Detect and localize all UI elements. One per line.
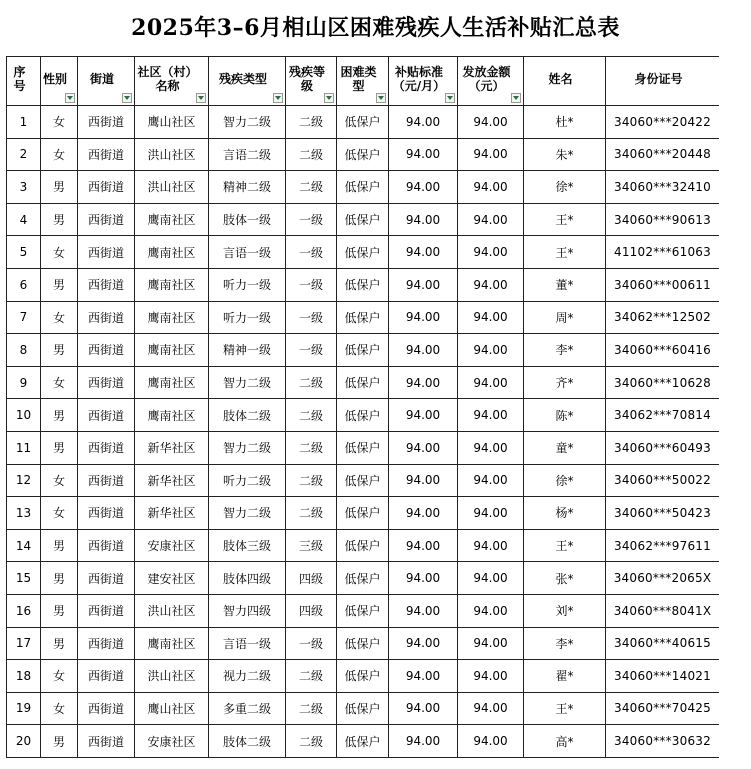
hardship-type-cell[interactable]: 低保户 <box>337 594 389 627</box>
column-header-label: 困难类型 <box>340 65 377 93</box>
gender-cell[interactable]: 男 <box>41 431 78 464</box>
id-number-cell[interactable]: 34062***70814 <box>606 399 720 432</box>
disability-level-cell[interactable]: 四级 <box>286 562 337 595</box>
disability-level-cell[interactable]: 二级 <box>286 692 337 725</box>
seq-cell[interactable]: 17 <box>7 627 41 660</box>
payout-amount-cell[interactable]: 94.00 <box>458 334 524 367</box>
hardship-type-cell[interactable]: 低保户 <box>337 431 389 464</box>
hardship-type-cell[interactable]: 低保户 <box>337 725 389 758</box>
hardship-type-cell[interactable]: 低保户 <box>337 236 389 269</box>
street-cell[interactable]: 西街道 <box>78 399 135 432</box>
community-cell[interactable]: 鹰南社区 <box>135 366 209 399</box>
community-cell[interactable]: 鹰南社区 <box>135 203 209 236</box>
disability-level-cell[interactable]: 二级 <box>286 106 337 139</box>
column-header <box>458 57 524 106</box>
column-header-label: 序号 <box>13 65 26 93</box>
subsidy-standard-cell[interactable]: 94.00 <box>389 301 458 334</box>
id-number-cell[interactable]: 34060***40615 <box>606 627 720 660</box>
id-number-cell[interactable]: 34060***30632 <box>606 725 720 758</box>
sheet-blank-area <box>719 56 751 769</box>
filter-dropdown-icon[interactable] <box>122 93 132 103</box>
gender-cell[interactable]: 男 <box>41 725 78 758</box>
table-row <box>7 106 720 139</box>
street-cell[interactable]: 西街道 <box>78 529 135 562</box>
subsidy-standard-cell[interactable]: 94.00 <box>389 236 458 269</box>
table-row <box>7 334 720 367</box>
seq-cell[interactable]: 10 <box>7 399 41 432</box>
payout-amount-cell[interactable]: 94.00 <box>458 366 524 399</box>
hardship-type-cell[interactable]: 低保户 <box>337 660 389 693</box>
payout-amount-cell[interactable]: 94.00 <box>458 171 524 204</box>
disability-level-cell[interactable]: 二级 <box>286 138 337 171</box>
subsidy-standard-cell[interactable]: 94.00 <box>389 594 458 627</box>
hardship-type-cell[interactable]: 低保户 <box>337 203 389 236</box>
gender-cell[interactable]: 男 <box>41 268 78 301</box>
name-cell[interactable]: 李* <box>524 627 606 660</box>
disability-type-cell[interactable]: 智力二级 <box>209 106 286 139</box>
disability-type-cell[interactable]: 肢体三级 <box>209 529 286 562</box>
seq-cell[interactable]: 11 <box>7 431 41 464</box>
seq-cell[interactable]: 2 <box>7 138 41 171</box>
hardship-type-cell[interactable]: 低保户 <box>337 497 389 530</box>
filter-dropdown-icon[interactable] <box>196 93 206 103</box>
community-cell[interactable]: 洪山社区 <box>135 594 209 627</box>
name-cell[interactable]: 徐* <box>524 171 606 204</box>
table-row <box>7 301 720 334</box>
hardship-type-cell[interactable]: 低保户 <box>337 106 389 139</box>
subsidy-standard-cell[interactable]: 94.00 <box>389 366 458 399</box>
id-number-cell[interactable]: 34060***50022 <box>606 464 720 497</box>
payout-amount-cell[interactable]: 94.00 <box>458 138 524 171</box>
name-cell[interactable]: 王* <box>524 529 606 562</box>
hardship-type-cell[interactable]: 低保户 <box>337 334 389 367</box>
payout-amount-cell[interactable]: 94.00 <box>458 268 524 301</box>
community-cell[interactable]: 鹰南社区 <box>135 268 209 301</box>
column-header <box>41 57 78 106</box>
hardship-type-cell[interactable]: 低保户 <box>337 138 389 171</box>
street-cell[interactable]: 西街道 <box>78 138 135 171</box>
gender-cell[interactable]: 男 <box>41 203 78 236</box>
gender-cell[interactable]: 女 <box>41 301 78 334</box>
community-cell[interactable]: 建安社区 <box>135 562 209 595</box>
disability-level-cell[interactable]: 二级 <box>286 431 337 464</box>
street-cell[interactable]: 西街道 <box>78 497 135 530</box>
seq-cell[interactable]: 18 <box>7 660 41 693</box>
payout-amount-cell[interactable]: 94.00 <box>458 562 524 595</box>
disability-level-cell[interactable]: 一级 <box>286 203 337 236</box>
community-cell[interactable]: 新华社区 <box>135 497 209 530</box>
street-cell[interactable]: 西街道 <box>78 725 135 758</box>
column-header <box>524 57 606 106</box>
subsidy-standard-cell[interactable]: 94.00 <box>389 138 458 171</box>
name-cell[interactable]: 刘* <box>524 594 606 627</box>
gender-cell[interactable]: 男 <box>41 529 78 562</box>
subsidy-standard-cell[interactable]: 94.00 <box>389 106 458 139</box>
table-row <box>7 268 720 301</box>
header-row <box>7 57 720 106</box>
disability-type-cell[interactable]: 言语一级 <box>209 627 286 660</box>
street-cell[interactable]: 西街道 <box>78 236 135 269</box>
table-row <box>7 399 720 432</box>
hardship-type-cell[interactable]: 低保户 <box>337 562 389 595</box>
disability-level-cell[interactable]: 二级 <box>286 366 337 399</box>
community-cell[interactable]: 鹰南社区 <box>135 399 209 432</box>
filter-dropdown-icon[interactable] <box>376 93 386 103</box>
column-header <box>337 57 389 106</box>
disability-type-cell[interactable]: 言语二级 <box>209 138 286 171</box>
table-row <box>7 171 720 204</box>
disability-level-cell[interactable]: 一级 <box>286 236 337 269</box>
payout-amount-cell[interactable]: 94.00 <box>458 431 524 464</box>
id-number-cell[interactable]: 34060***32410 <box>606 171 720 204</box>
payout-amount-cell[interactable]: 94.00 <box>458 106 524 139</box>
gender-cell[interactable]: 男 <box>41 562 78 595</box>
id-number-cell[interactable]: 34060***8041X <box>606 594 720 627</box>
subsidy-standard-cell[interactable]: 94.00 <box>389 464 458 497</box>
id-number-cell[interactable]: 34060***14021 <box>606 660 720 693</box>
community-cell[interactable]: 鹰山社区 <box>135 692 209 725</box>
seq-cell[interactable]: 5 <box>7 236 41 269</box>
table-row <box>7 660 720 693</box>
subsidy-standard-cell[interactable]: 94.00 <box>389 268 458 301</box>
gender-cell[interactable]: 男 <box>41 594 78 627</box>
seq-cell[interactable]: 1 <box>7 106 41 139</box>
table-row <box>7 562 720 595</box>
column-header <box>135 57 209 106</box>
disability-level-cell[interactable]: 一级 <box>286 334 337 367</box>
hardship-type-cell[interactable]: 低保户 <box>337 464 389 497</box>
street-cell[interactable]: 西街道 <box>78 171 135 204</box>
seq-cell[interactable]: 7 <box>7 301 41 334</box>
name-cell[interactable]: 张* <box>524 562 606 595</box>
seq-cell[interactable]: 15 <box>7 562 41 595</box>
seq-cell[interactable]: 12 <box>7 464 41 497</box>
gender-cell[interactable]: 女 <box>41 692 78 725</box>
id-number-cell[interactable]: 34060***50423 <box>606 497 720 530</box>
gender-cell[interactable]: 女 <box>41 236 78 269</box>
gender-cell[interactable]: 女 <box>41 138 78 171</box>
street-cell[interactable]: 西街道 <box>78 366 135 399</box>
disability-type-cell[interactable]: 肢体一级 <box>209 203 286 236</box>
community-cell[interactable]: 鹰南社区 <box>135 301 209 334</box>
payout-amount-cell[interactable]: 94.00 <box>458 594 524 627</box>
disability-level-cell[interactable]: 二级 <box>286 399 337 432</box>
payout-amount-cell[interactable]: 94.00 <box>458 627 524 660</box>
name-cell[interactable]: 王* <box>524 692 606 725</box>
seq-cell[interactable]: 19 <box>7 692 41 725</box>
name-cell[interactable]: 杨* <box>524 497 606 530</box>
disability-type-cell[interactable]: 精神二级 <box>209 171 286 204</box>
disability-level-cell[interactable]: 二级 <box>286 464 337 497</box>
subsidy-standard-cell[interactable]: 94.00 <box>389 627 458 660</box>
column-header-label: 残疾等级 <box>288 65 325 93</box>
name-cell[interactable]: 王* <box>524 236 606 269</box>
hardship-type-cell[interactable]: 低保户 <box>337 366 389 399</box>
street-cell[interactable]: 西街道 <box>78 594 135 627</box>
column-header <box>389 57 458 106</box>
name-cell[interactable]: 董* <box>524 268 606 301</box>
table-row <box>7 692 720 725</box>
subsidy-standard-cell[interactable]: 94.00 <box>389 431 458 464</box>
subsidy-standard-cell[interactable]: 94.00 <box>389 399 458 432</box>
disability-level-cell[interactable]: 二级 <box>286 725 337 758</box>
gender-cell[interactable]: 男 <box>41 334 78 367</box>
disability-type-cell[interactable]: 肢体二级 <box>209 399 286 432</box>
payout-amount-cell[interactable]: 94.00 <box>458 464 524 497</box>
table-row <box>7 627 720 660</box>
column-header-label: 残疾类型 <box>218 72 267 86</box>
column-header <box>606 57 720 106</box>
column-header <box>286 57 337 106</box>
column-header-label: 补贴标准（元/月） <box>392 65 446 93</box>
payout-amount-cell[interactable]: 94.00 <box>458 725 524 758</box>
payout-amount-cell[interactable]: 94.00 <box>458 399 524 432</box>
hardship-type-cell[interactable]: 低保户 <box>337 627 389 660</box>
disability-type-cell[interactable]: 言语一级 <box>209 236 286 269</box>
subsidy-standard-cell[interactable]: 94.00 <box>389 660 458 693</box>
subsidy-standard-cell[interactable]: 94.00 <box>389 529 458 562</box>
community-cell[interactable]: 洪山社区 <box>135 660 209 693</box>
disability-level-cell[interactable]: 二级 <box>286 497 337 530</box>
payout-amount-cell[interactable]: 94.00 <box>458 203 524 236</box>
disability-type-cell[interactable]: 智力二级 <box>209 431 286 464</box>
street-cell[interactable]: 西街道 <box>78 464 135 497</box>
seq-cell[interactable]: 9 <box>7 366 41 399</box>
street-cell[interactable]: 西街道 <box>78 203 135 236</box>
disability-type-cell[interactable]: 智力二级 <box>209 497 286 530</box>
seq-cell[interactable]: 8 <box>7 334 41 367</box>
payout-amount-cell[interactable]: 94.00 <box>458 692 524 725</box>
table-row <box>7 725 720 758</box>
column-header-label: 身份证号 <box>634 72 683 86</box>
filter-dropdown-icon[interactable] <box>445 93 455 103</box>
name-cell[interactable]: 朱* <box>524 138 606 171</box>
sheet-title: 2025年3–6月相山区困难残疾人生活补贴汇总表 <box>131 15 620 41</box>
community-cell[interactable]: 鹰南社区 <box>135 627 209 660</box>
disability-level-cell[interactable]: 一级 <box>286 268 337 301</box>
id-number-cell[interactable]: 34060***00611 <box>606 268 720 301</box>
street-cell[interactable]: 西街道 <box>78 660 135 693</box>
disability-type-cell[interactable]: 听力二级 <box>209 464 286 497</box>
community-cell[interactable]: 洪山社区 <box>135 138 209 171</box>
filter-dropdown-icon[interactable] <box>65 93 75 103</box>
disability-type-cell[interactable]: 肢体四级 <box>209 562 286 595</box>
disability-type-cell[interactable]: 多重二级 <box>209 692 286 725</box>
name-cell[interactable]: 王* <box>524 203 606 236</box>
gender-cell[interactable]: 女 <box>41 660 78 693</box>
hardship-type-cell[interactable]: 低保户 <box>337 529 389 562</box>
gender-cell[interactable]: 女 <box>41 366 78 399</box>
disability-level-cell[interactable]: 三级 <box>286 529 337 562</box>
disability-type-cell[interactable]: 听力一级 <box>209 301 286 334</box>
table-row <box>7 594 720 627</box>
disability-type-cell[interactable]: 精神一级 <box>209 334 286 367</box>
disability-type-cell[interactable]: 肢体二级 <box>209 725 286 758</box>
column-header-label: 街道 <box>89 72 114 86</box>
community-cell[interactable]: 新华社区 <box>135 431 209 464</box>
seq-cell[interactable]: 6 <box>7 268 41 301</box>
id-number-cell[interactable]: 34060***60416 <box>606 334 720 367</box>
subsidy-table <box>6 56 720 758</box>
column-header-label: 社区（村）名称 <box>137 65 198 93</box>
name-cell[interactable]: 杜* <box>524 106 606 139</box>
subsidy-standard-cell[interactable]: 94.00 <box>389 497 458 530</box>
table-row <box>7 138 720 171</box>
filter-dropdown-icon[interactable] <box>511 93 521 103</box>
subsidy-standard-cell[interactable]: 94.00 <box>389 171 458 204</box>
table-row <box>7 497 720 530</box>
table-row <box>7 236 720 269</box>
table-row <box>7 529 720 562</box>
street-cell[interactable]: 西街道 <box>78 562 135 595</box>
id-number-cell[interactable]: 34060***90613 <box>606 203 720 236</box>
seq-cell[interactable]: 16 <box>7 594 41 627</box>
disability-level-cell[interactable]: 一级 <box>286 301 337 334</box>
table-row <box>7 431 720 464</box>
gender-cell[interactable]: 男 <box>41 171 78 204</box>
column-header <box>7 57 41 106</box>
disability-type-cell[interactable]: 听力一级 <box>209 268 286 301</box>
payout-amount-cell[interactable]: 94.00 <box>458 301 524 334</box>
subsidy-standard-cell[interactable]: 94.00 <box>389 725 458 758</box>
street-cell[interactable]: 西街道 <box>78 268 135 301</box>
payout-amount-cell[interactable]: 94.00 <box>458 236 524 269</box>
column-header <box>78 57 135 106</box>
street-cell[interactable]: 西街道 <box>78 627 135 660</box>
street-cell[interactable]: 西街道 <box>78 692 135 725</box>
filter-dropdown-icon[interactable] <box>324 93 334 103</box>
seq-cell[interactable]: 3 <box>7 171 41 204</box>
seq-cell[interactable]: 13 <box>7 497 41 530</box>
table-body <box>7 106 720 758</box>
street-cell[interactable]: 西街道 <box>78 334 135 367</box>
column-header <box>209 57 286 106</box>
street-cell[interactable]: 西街道 <box>78 431 135 464</box>
name-cell[interactable]: 周* <box>524 301 606 334</box>
column-header-label: 姓名 <box>548 72 573 86</box>
name-cell[interactable]: 陈* <box>524 399 606 432</box>
community-cell[interactable]: 鹰南社区 <box>135 334 209 367</box>
name-cell[interactable]: 徐* <box>524 464 606 497</box>
id-number-cell[interactable]: 34060***20422 <box>606 106 720 139</box>
name-cell[interactable]: 高* <box>524 725 606 758</box>
hardship-type-cell[interactable]: 低保户 <box>337 692 389 725</box>
gender-cell[interactable]: 女 <box>41 497 78 530</box>
seq-cell[interactable]: 4 <box>7 203 41 236</box>
disability-level-cell[interactable]: 二级 <box>286 660 337 693</box>
community-cell[interactable]: 安康社区 <box>135 529 209 562</box>
subsidy-standard-cell[interactable]: 94.00 <box>389 692 458 725</box>
street-cell[interactable]: 西街道 <box>78 106 135 139</box>
disability-level-cell[interactable]: 四级 <box>286 594 337 627</box>
table-row <box>7 464 720 497</box>
id-number-cell[interactable]: 34060***2065X <box>606 562 720 595</box>
community-cell[interactable]: 洪山社区 <box>135 171 209 204</box>
disability-level-cell[interactable]: 一级 <box>286 627 337 660</box>
name-cell[interactable]: 齐* <box>524 366 606 399</box>
disability-type-cell[interactable]: 视力二级 <box>209 660 286 693</box>
gender-cell[interactable]: 女 <box>41 464 78 497</box>
hardship-type-cell[interactable]: 低保户 <box>337 171 389 204</box>
disability-level-cell[interactable]: 二级 <box>286 171 337 204</box>
name-cell[interactable]: 李* <box>524 334 606 367</box>
subsidy-standard-cell[interactable]: 94.00 <box>389 334 458 367</box>
hardship-type-cell[interactable]: 低保户 <box>337 301 389 334</box>
seq-cell[interactable]: 14 <box>7 529 41 562</box>
table-row <box>7 203 720 236</box>
community-cell[interactable]: 安康社区 <box>135 725 209 758</box>
filter-dropdown-icon[interactable] <box>273 93 283 103</box>
gender-cell[interactable]: 男 <box>41 399 78 432</box>
table-row <box>7 366 720 399</box>
hardship-type-cell[interactable]: 低保户 <box>337 268 389 301</box>
street-cell[interactable]: 西街道 <box>78 301 135 334</box>
payout-amount-cell[interactable]: 94.00 <box>458 497 524 530</box>
name-cell[interactable]: 童* <box>524 431 606 464</box>
subsidy-standard-cell[interactable]: 94.00 <box>389 203 458 236</box>
column-header-label: 性别 <box>43 72 68 86</box>
payout-amount-cell[interactable]: 94.00 <box>458 660 524 693</box>
id-number-cell[interactable]: 34062***12502 <box>606 301 720 334</box>
column-header-label: 发放金额（元） <box>462 65 511 93</box>
gender-cell[interactable]: 男 <box>41 627 78 660</box>
id-number-cell[interactable]: 34060***60493 <box>606 431 720 464</box>
id-number-cell[interactable]: 34060***70425 <box>606 692 720 725</box>
id-number-cell[interactable]: 34060***20448 <box>606 138 720 171</box>
community-cell[interactable]: 鹰南社区 <box>135 236 209 269</box>
hardship-type-cell[interactable]: 低保户 <box>337 399 389 432</box>
disability-type-cell[interactable]: 智力二级 <box>209 366 286 399</box>
payout-amount-cell[interactable]: 94.00 <box>458 529 524 562</box>
name-cell[interactable]: 翟* <box>524 660 606 693</box>
community-cell[interactable]: 鹰山社区 <box>135 106 209 139</box>
id-number-cell[interactable]: 34062***97611 <box>606 529 720 562</box>
gender-cell[interactable]: 女 <box>41 106 78 139</box>
id-number-cell[interactable]: 34060***10628 <box>606 366 720 399</box>
seq-cell[interactable]: 20 <box>7 725 41 758</box>
id-number-cell[interactable]: 41102***61063 <box>606 236 720 269</box>
community-cell[interactable]: 新华社区 <box>135 464 209 497</box>
disability-type-cell[interactable]: 智力四级 <box>209 594 286 627</box>
subsidy-standard-cell[interactable]: 94.00 <box>389 562 458 595</box>
